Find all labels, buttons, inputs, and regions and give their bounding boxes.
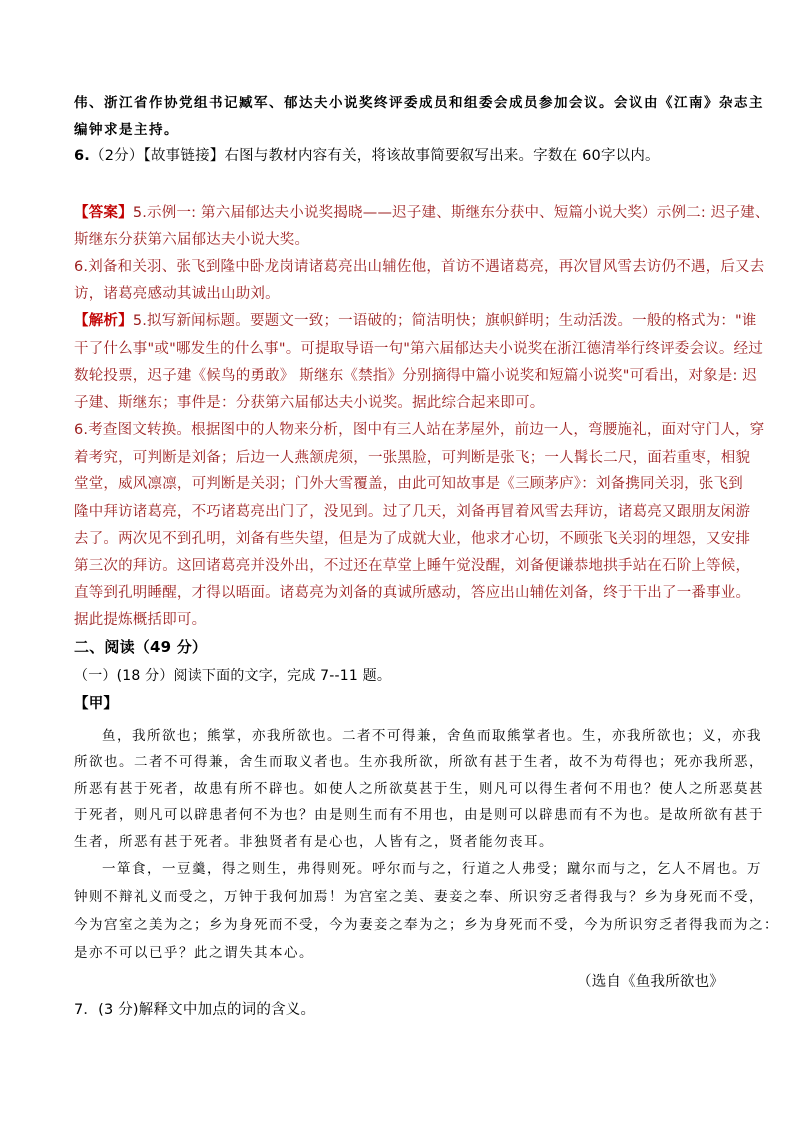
passage-line-9: 是亦不可以已乎？此之谓失其本心。	[74, 945, 314, 961]
answer-line-2: 斯继东分获第六届郁达夫小说大奖。	[74, 232, 310, 248]
answer-line-4: 访，诸葛亮感动其诚出山助刘。	[74, 286, 280, 302]
analysis-line-1: 【解析】5.拟写新闻标题。要题文一致；一语破的；简洁明快；旗帜鲜明；生动活泼。一般的格式为："谁	[74, 313, 757, 329]
analysis-line-12: 据此提炼概括即可。	[74, 612, 207, 628]
passage-line-8: 今为宫室之美为之；乡为身死而不受，今为妻妾之奉为之；乡为身死而不受，今为所识穷乏者得我而为之：	[74, 917, 779, 933]
passage-jia-label: 【甲】	[74, 696, 119, 712]
passage-line-2: 所欲也。二者不可得兼，舍生而取义者也。生亦我所欲，所欲有甚于生者，故不为苟得也；死亦我所恶，	[74, 754, 764, 770]
analysis-line-6: 着考究，可判断是刘备；后边一人燕颔虎须，一张黑脸，可判断是张飞；一人髯长二尺，面若重枣，相貌	[74, 450, 751, 466]
analysis-line-2: 干了什么事"或"哪发生的什么事"。可提取导语一句"第六届郁达夫小说奖在浙江德清举行终评委会议。经过	[74, 341, 763, 357]
passage-line-5: 生者，所恶有甚于死者。非独贤者有是心也，人皆有之，贤者能勿丧耳。	[74, 834, 554, 850]
answer-tag: 【答案】	[74, 205, 133, 221]
analysis-line-7: 堂堂，威风凛凛，可判断是关羽；门外大雪覆盖，由此可知故事是《三顾茅庐》：刘备携同关羽，张飞到	[74, 476, 743, 492]
analysis-line-11: 直等到孔明睡醒，才得以晤面。诸葛亮为刘备的真诚所感动，答应出山辅佐刘备，终于干出了一番事业。	[74, 585, 751, 601]
question-7: 7．(3 分)解释文中加点的词的含义。	[74, 1002, 316, 1018]
analysis-tag: 【解析】	[74, 313, 133, 329]
passage-line-6: 一箪食，一豆羹，得之则生，弗得则死。呼尔而与之，行道之人弗受；蹴尔而与之，乞人不屑也。万	[102, 861, 762, 877]
analysis-line-8: 隆中拜访诸葛亮，不巧诸葛亮出门了，没见到。过了几天，刘备再冒着风雪去拜访，诸葛亮又跟朋友闲游	[74, 504, 751, 520]
answer-line-1: 【答案】5.示例一: 第六届郁达夫小说奖揭晓——迟子建、斯继东分获中、短篇小说大奖）示例二: 迟子建、	[74, 205, 770, 221]
passage-line-7: 钟则不辩礼义而受之，万钟于我何加焉！为宫室之美、妻妾之奉、所识穷乏者得我与？乡为身死而不受，	[74, 889, 764, 905]
passage-line-4: 于死者，则凡可以辟患者何不为也？由是则生而有不用也，由是则可以辟患而有不为也。是故所欲有甚于	[74, 807, 764, 823]
passage-source: （选自《鱼我所欲也》	[577, 974, 724, 990]
top-text-line-1: 伟、浙江省作协党组书记臧军、郁达夫小说奖终评委成员和组委会成员参加会议。会议由《江南》杂志主	[74, 95, 764, 111]
analysis-line-4: 子建、斯继东；事件是：分获第六届郁达夫小说奖。据此综合起来即可。	[74, 395, 545, 411]
analysis-line-5: 6.考查图文转换。根据图中的人物来分析，图中有三人站在茅屋外，前边一人，弯腰施礼，面对守门人，穿	[74, 422, 765, 438]
analysis-line-9: 去了。两次见不到孔明，刘备有些失望，但是为了成就大业，他求才心切，不顾张飞关羽的埋怨，又安排	[74, 531, 751, 547]
analysis-line-10: 第三次的拜访。这回诸葛亮并没外出，不过还在草堂上睡午觉没醒，刘备便谦恭地拱手站在石阶上等候，	[74, 558, 751, 574]
question-points: （2分）	[90, 148, 144, 164]
section-heading: 二、阅读（49 分）	[74, 638, 208, 656]
answer-line-3: 6.刘备和关羽、张飞到隆中卧龙岗请诸葛亮出山辅佐他，首访不遇诸葛亮，再次冒风雪去访仍不遇，后又去	[74, 259, 765, 275]
question-text: 【故事链接】右图与教材内容有关，将该故事简要叙写出来。字数在 60字以内。	[143, 148, 660, 164]
top-text-line-2: 编钟求是主持。	[74, 122, 179, 138]
passage-line-1: 鱼，我所欲也；熊掌，亦我所欲也。二者不可得兼，舍鱼而取熊掌者也。生，亦我所欲也；义，亦我	[102, 728, 762, 744]
reading-part-1: （一）(18 分）阅读下面的文字，完成 7--11 题。	[74, 668, 392, 684]
passage-line-3: 所恶有甚于死者，故患有所不辟也。如使人之所欲莫甚于生，则凡可以得生者何不用也？使人之所恶莫甚	[74, 781, 764, 797]
question-6	[74, 146, 660, 166]
question-number: 6.	[74, 148, 90, 164]
analysis-line-3: 数轮投票，迟子建《候鸟的勇敢》 斯继东《禁指》分别摘得中篇小说奖和短篇小说奖"可看出，对象是: 迟	[74, 368, 758, 384]
